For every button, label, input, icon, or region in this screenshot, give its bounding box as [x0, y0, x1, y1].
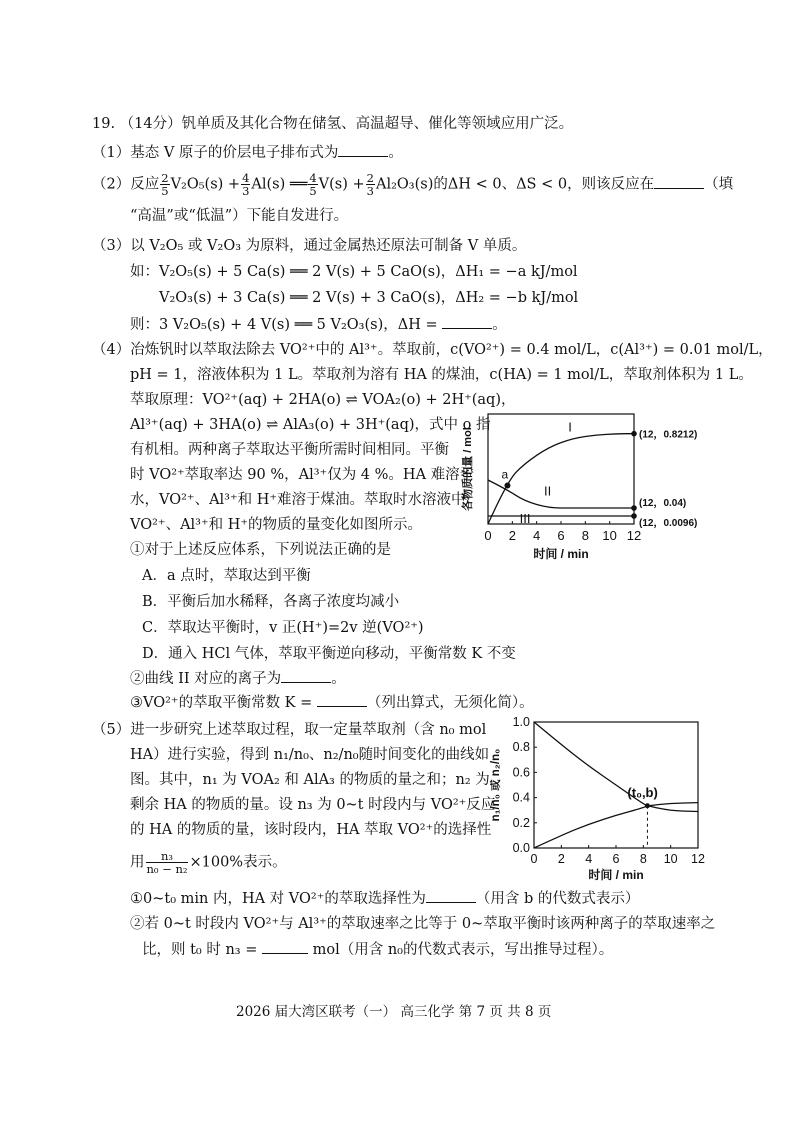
series-line-n1-n0: [534, 803, 698, 848]
part5-q1-text: ①0~t₀ min 内，HA 对 VO²⁺的萃取选择性为: [130, 891, 426, 907]
part5-question2-cont: [142, 939, 613, 960]
part1-line: [92, 142, 403, 163]
y-tick-label: 0.0: [512, 841, 530, 855]
answer-blank-5[interactable]: [317, 692, 367, 707]
x-tick-label: 12: [626, 528, 642, 543]
part5-l6-pre: 用: [130, 854, 145, 871]
part4-q3-end: （列出算式，无须化简）。: [366, 695, 534, 711]
part1-text: （1）基态 V 原子的价层电子排布式为: [92, 145, 339, 161]
part2-term3: V(s) +: [318, 176, 365, 193]
answer-blank-1[interactable]: [338, 142, 388, 157]
x-tick-label: 4: [533, 528, 541, 543]
option-c[interactable]: C．萃取达平衡时，v 正(H⁺)=2v 逆(VO²⁺): [142, 620, 424, 636]
fraction-numerator: 4: [242, 171, 250, 185]
part5-line2: HA）进行实验，得到 n₁/n₀、n₂/n₀随时间变化的曲线如: [130, 747, 490, 763]
series-end-point-II: [631, 505, 637, 511]
part4-line5: 有机相。两种离子萃取达平衡所需时间相同。平衡: [130, 442, 449, 458]
part5-l6-post: ×100%表示。: [189, 854, 287, 871]
part5-line6: [130, 850, 287, 875]
page-footer: 2026 届大湾区联考（一） 高三化学 第 7 页 共 8 页: [236, 1004, 552, 1020]
y-tick-label: 0.8: [512, 740, 530, 755]
y-axis-label: 各物质的量 / mol: [462, 427, 474, 511]
x-tick-label: 4: [585, 852, 593, 866]
y-tick-label: 0.2: [512, 815, 530, 830]
part2-term1: V₂O₅(s) +: [170, 176, 241, 193]
x-tick-label: 2: [557, 852, 565, 866]
part4-q2-end: 。: [331, 671, 346, 687]
part2-term2: Al(s) ══: [251, 176, 308, 193]
fraction-numerator: 4: [309, 171, 317, 185]
fraction-denominator: 5: [161, 184, 169, 198]
part4-line7: 水，VO²⁺、Al³⁺和 H⁺难溶于煤油。萃取时水溶液中: [130, 492, 466, 508]
part3-eq1: 如：V₂O₅(s) + 5 Ca(s) ══ 2 V(s) + 5 CaO(s)，ΔH₁ = −a kJ/mol: [130, 264, 578, 280]
part5-q2-text: 比，则 t₀ 时 n₃ =: [142, 942, 258, 958]
series-label-III: III: [519, 511, 531, 526]
point-a-label: a: [501, 467, 509, 482]
part4-line3: 萃取原理：VO²⁺(aq) + 2HA(o) ⇌ VOA₂(o) + 2H⁺(aq)，: [130, 392, 516, 408]
answer-blank-6[interactable]: [426, 888, 476, 903]
x-axis-label: 时间 / min: [533, 547, 589, 561]
fraction-denominator: n₀ − n₂: [146, 862, 188, 876]
part5-line1: （5）进一步研究上述萃取过程，取一定量萃取剂（含 n₀ mol: [92, 722, 487, 738]
part2-term4: Al₂O₃(s)的ΔH < 0、ΔS < 0，则该反应在: [375, 176, 655, 193]
part5-line4: 剩余 HA 的物质的量。设 n₃ 为 0~t 时段内与 VO²⁺反应: [130, 797, 496, 813]
end-annotation-II: (12，0.04): [639, 498, 687, 509]
fraction-denominator: 5: [309, 184, 317, 198]
x-tick-label: 6: [612, 852, 620, 866]
part5-question1: [130, 888, 639, 909]
part4-line1: （4）冶炼钒时以萃取法除去 VO²⁺中的 Al³⁺。萃取前，c(VO²⁺) = 0.4 mol/L，c(Al³⁺) = 0.01 mol/L，: [92, 342, 773, 358]
part4-line4: Al³⁺(aq) + 3HA(o) ⇌ AlA₃(o) + 3H⁺(aq)，式中 o 指: [130, 417, 491, 433]
part1-end: 。: [388, 145, 403, 161]
part4-question2: [130, 668, 346, 689]
point-a: [504, 483, 510, 489]
part2-term5: （填: [704, 176, 734, 193]
fraction-2-5: [160, 172, 169, 197]
y-tick-label: 0.4: [512, 790, 530, 805]
answer-blank-7[interactable]: [262, 939, 308, 954]
answer-blank-3[interactable]: [442, 314, 492, 329]
fraction-2-3: [366, 172, 375, 197]
part3-eq2: V₂O₃(s) + 3 Ca(s) ══ 2 V(s) + 3 CaO(s)，ΔH₂ = −b kJ/mol: [159, 290, 579, 306]
fraction-numerator: 2: [366, 171, 374, 185]
fraction-denominator: 3: [242, 184, 250, 198]
marker-point: [645, 803, 650, 808]
fraction-4-5: [308, 172, 317, 197]
x-tick-label: 8: [581, 528, 589, 543]
part4-q2-text: ②曲线 II 对应的离子为: [130, 671, 282, 687]
series-line-n2-n0: [534, 722, 698, 812]
part2-line2: “高温”或“低温”）下能自发进行。: [130, 208, 349, 224]
x-tick-label: 0: [484, 528, 492, 543]
x-tick-label: 2: [508, 528, 516, 543]
y-tick-label: 1.0: [512, 715, 530, 729]
part2-prefix: （2）反应: [92, 176, 160, 193]
y-axis-label: n₁/n₀ 或 n₂/n₀: [490, 748, 502, 822]
chart-species-amount: [460, 408, 760, 570]
part3-intro: （3）以 V₂O₅ 或 V₂O₃ 为原料，通过金属热还原法可制备 V 单质。: [92, 238, 527, 254]
end-annotation-I: (12，0.8212): [639, 429, 698, 441]
part4-line8: VO²⁺、Al³⁺和 H⁺的物质的量变化如图所示。: [130, 517, 423, 533]
x-tick-label: 8: [639, 852, 647, 866]
y-tick-label: 0.6: [512, 765, 530, 780]
part3-eq3-line: [130, 314, 507, 335]
option-a[interactable]: A．a 点时，萃取达到平衡: [142, 568, 311, 584]
part4-q3-text: ③VO²⁺的萃取平衡常数 K =: [130, 695, 313, 711]
part4-line2: pH = 1，溶液体积为 1 L。萃取剂为溶有 HA 的煤油，c(HA) = 1 mol/L，萃取剂体积为 1 L。: [130, 367, 753, 383]
series-end-point-III: [631, 513, 637, 519]
option-d[interactable]: D．通入 HCl 气体，萃取平衡逆向移动，平衡常数 K 不变: [142, 646, 516, 662]
fraction-4-3: [241, 172, 250, 197]
part3-eq3-end: 。: [492, 317, 507, 333]
part4-question1: ①对于上述反应体系，下列说法正确的是: [130, 542, 391, 558]
x-tick-label: 12: [691, 852, 705, 866]
part5-q2-end: mol（用含 n₀的代数式表示，写出推导过程）。: [312, 942, 614, 958]
fraction-numerator: n₃: [146, 850, 189, 863]
x-tick-label: 10: [663, 852, 678, 866]
answer-blank-2[interactable]: [654, 174, 704, 189]
part5-line5: 的 HA 的物质的量，该时段内，HA 萃取 VO²⁺的选择性: [130, 822, 492, 838]
part5-line3: 图。其中，n₁ 为 VOA₂ 和 AlA₃ 的物质的量之和；n₂ 为: [130, 772, 490, 788]
end-annotation-III: (12，0.0096): [639, 518, 698, 529]
series-label-II: II: [543, 483, 552, 499]
marker-label: (t₀,b): [627, 784, 658, 800]
question-title: 19. （14分）钒单质及其化合物在储氢、高温超导、催化等领域应用广泛。: [92, 116, 574, 132]
x-axis-label: 时间 / min: [588, 868, 644, 882]
fraction-numerator: 2: [161, 171, 169, 185]
x-tick-label: 10: [602, 528, 617, 543]
series-line-I: [488, 434, 634, 524]
selectivity-fraction: [146, 850, 189, 875]
series-label-I: I: [568, 419, 572, 435]
part5-question2: ②若 0~t 时段内 VO²⁺与 Al³⁺的萃取速率之比等于 0~萃取平衡时该两种离子的萃取速率之: [130, 916, 716, 932]
answer-blank-4[interactable]: [281, 668, 331, 683]
x-tick-label: 6: [557, 528, 565, 543]
x-tick-label: 0: [530, 852, 538, 866]
part5-q1-end: （用含 b 的代数式表示）: [475, 891, 640, 907]
part4-line6: 时 VO²⁺萃取率达 90 %，Al³⁺仅为 4 %。HA 难溶于: [130, 467, 475, 483]
part4-question3: [130, 692, 534, 713]
fraction-denominator: 3: [366, 184, 374, 198]
part2-line1: [92, 172, 733, 197]
series-end-point-I: [631, 431, 637, 437]
option-b[interactable]: B．平衡后加水稀释，各离子浓度均减小: [142, 594, 400, 610]
part3-eq3: 则：3 V₂O₅(s) + 4 V(s) ══ 5 V₂O₃(s)，ΔH =: [130, 317, 438, 333]
chart-n-ratio: [490, 714, 716, 884]
